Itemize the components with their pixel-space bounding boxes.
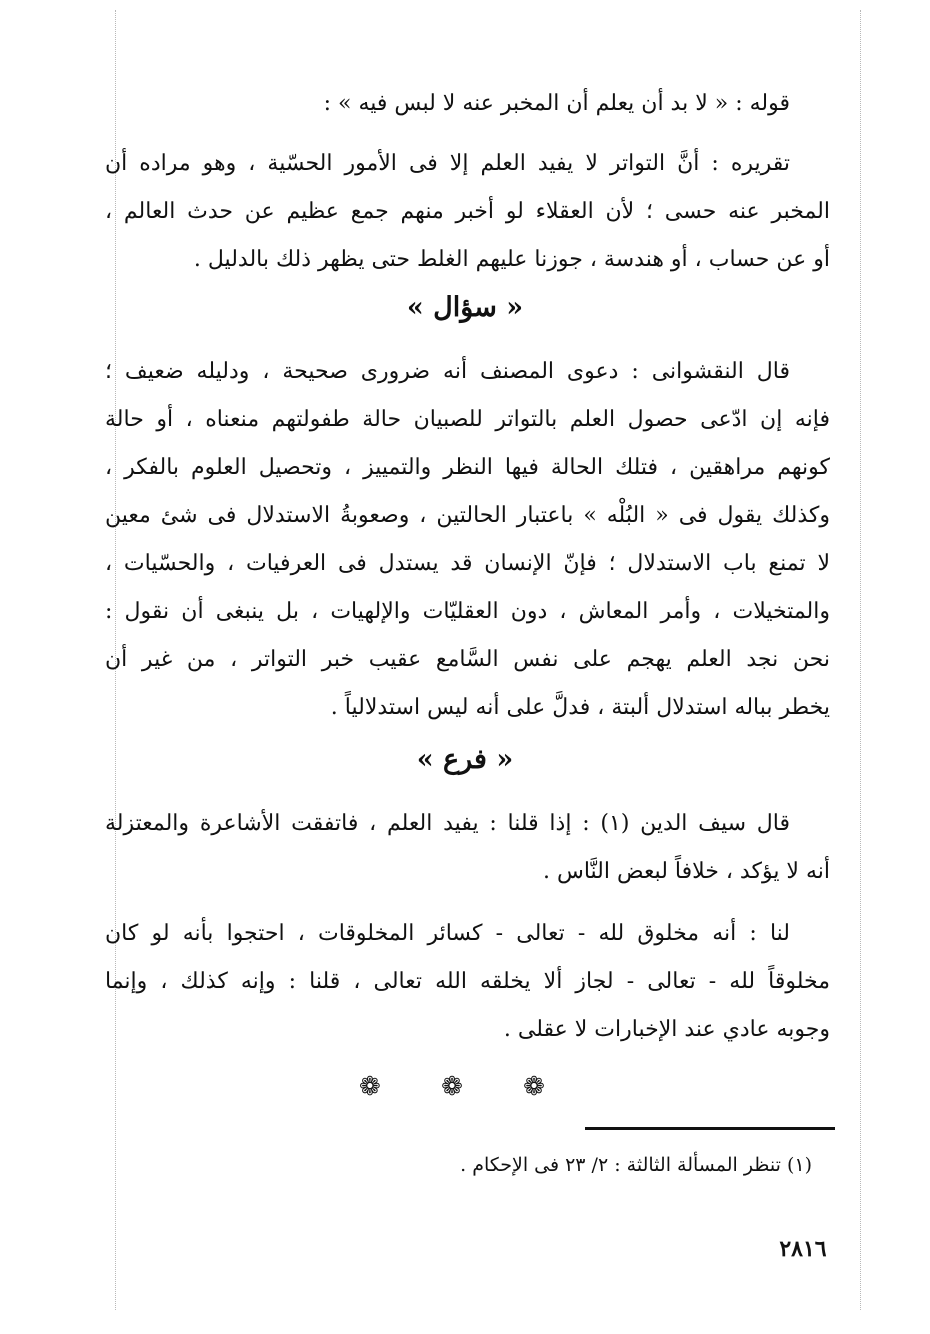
text-line: والمتخيلات ، وأمر المعاش ، دون العقليّات والإلهيات ، بل ينبغى أن نقول :	[105, 599, 830, 624]
text-line: وكذلك يقول فى « البُلْه » باعتبار الحالتين ، وصعوبةُ الاستدلال فى شئ معين	[105, 503, 830, 528]
paragraph-explanation	[105, 140, 830, 284]
section-heading-branch: « فرع »	[416, 744, 514, 775]
text-line: يخطر بباله استدلال ألبتة ، فدلَّ على أنه ليس استدلالياً .	[330, 695, 830, 720]
text-line: أنه لا يؤكد ، خلافاً لبعض النَّاس .	[543, 859, 830, 884]
text-line: مخلوقاً لله - تعالى - لجاز ألا يخلقه الله تعالى ، قلنا : وإنه كذلك ، وإنما	[105, 969, 830, 994]
text-line: المخبر عنه حسى ؛ لأن العقلاء لو أخبر منهم جمع عظيم عن حدث العالم ،	[105, 199, 830, 224]
text-line: كونهم مراهقين ، فتلك الحالة فيها النظر والتمييز ، وتحصيل العلوم بالفكر ،	[105, 455, 830, 480]
paragraph-naqshawani	[105, 348, 830, 732]
text-line: تقريره : أنَّ التواتر لا يفيد العلم إلا فى الأمور الحسّية ، وهو مراده أن	[105, 151, 790, 176]
text-line: قال سيف الدين (١) : إذا قلنا : يفيد العلم ، فاتفقت الأشاعرة والمعتزلة	[105, 811, 790, 836]
paragraph-quote	[105, 80, 830, 128]
text-line: لا تمنع باب الاستدلال ؛ فإنّ الإنسان قد يستدل فى العرفيات ، والحسّيات ،	[105, 551, 830, 576]
text-line: قوله : « لا بد أن يعلم أن المخبر عنه لا لبس فيه » :	[323, 91, 790, 116]
page-number: ٢٨١٦	[779, 1236, 827, 1262]
scan-dotted-border-right	[860, 10, 861, 1310]
footnote-separator	[585, 1127, 835, 1130]
text-line: وجوبه عادي عند الإخبارات لا عقلى .	[503, 1017, 830, 1042]
text-line: فإنه إن ادّعى حصول العلم بالتواتر للصبيان حالة طفولتهم منعناه ، أو حالة	[105, 407, 830, 432]
text-line: نحن نجد العلم يهجم على نفس السَّامع عقيب خبر التواتر ، من غير أن	[105, 647, 830, 672]
footnote: (١) تنظر المسألة الثالثة : ٢/ ٢٣ فى الإحكام .	[460, 1154, 812, 1176]
text-line: أو عن حساب ، أو هندسة ، جوزنا عليهم الغلط حتى يظهر ذلك بالدليل .	[193, 247, 830, 272]
text-line: قال النقشوانى : دعوى المصنف أنه ضرورى صحيحة ، ودليله ضعيف ؛	[105, 359, 790, 384]
text-line: لنا : أنه مخلوق لله - تعالى - كسائر المخلوقات ، احتجوا بأنه لو كان	[105, 921, 790, 946]
section-heading-question: « سؤال »	[406, 292, 524, 323]
paragraph-sayf-al-din	[105, 800, 830, 896]
section-end-ornament: ❁ ❁ ❁	[359, 1072, 571, 1102]
paragraph-argument	[105, 910, 830, 1054]
